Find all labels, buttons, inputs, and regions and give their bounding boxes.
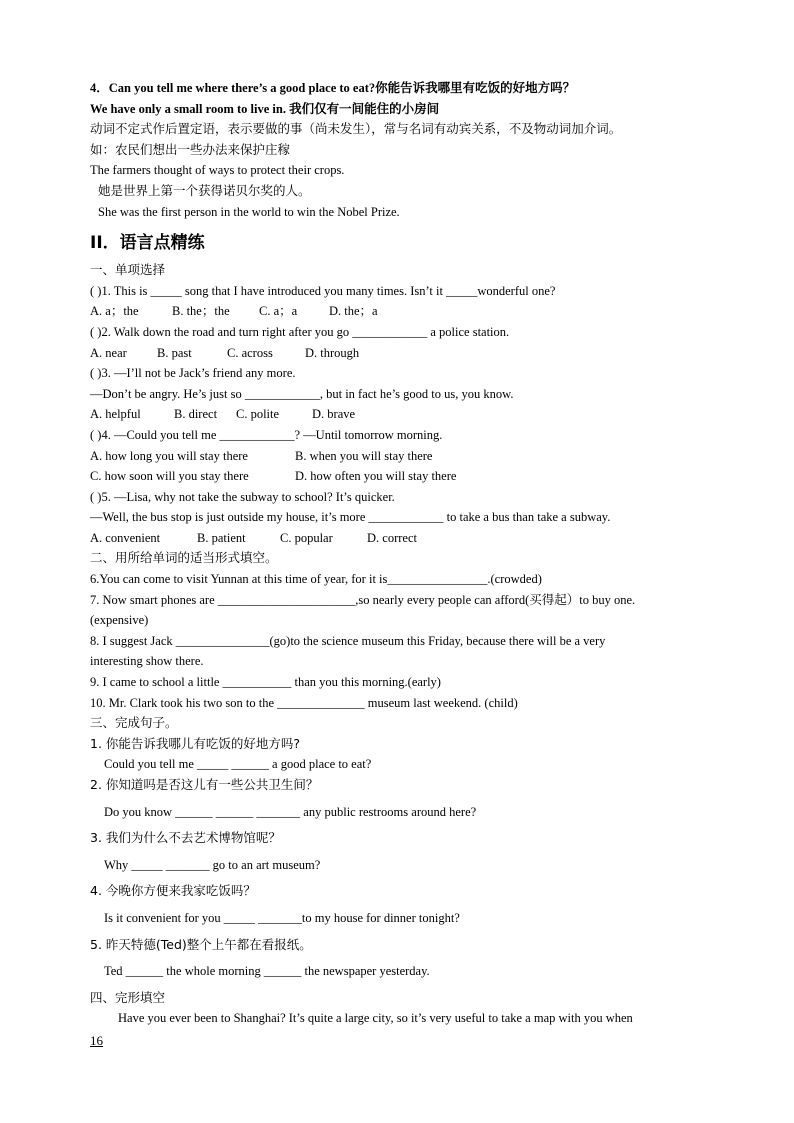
question-7-hint: (expensive) <box>90 613 149 628</box>
example-english-1: The farmers thought of ways to protect their crops. <box>90 163 345 178</box>
question-3-dialogue: —Don’t be angry. He’s just so ____________, but in fact he’s good to us, you know. <box>90 386 514 401</box>
example-english-2: She was the first person in the world to win the Nobel Prize. <box>98 204 400 219</box>
option-d: D. through <box>305 345 360 360</box>
option-d: D. brave <box>312 407 356 422</box>
sentence-2-chinese: 2. 你知道吗是否这儿有一些公共卫生间？ <box>90 777 319 792</box>
option-b: B. patient <box>197 530 246 545</box>
question-4-options-row1 <box>90 446 704 467</box>
intro-example-heading: 4．Can you tell me where there’s a good place to eat?你能告诉我哪里有吃饭的好地方吗？ <box>90 81 576 95</box>
part3-heading: 三、完成句子。 <box>90 715 178 731</box>
sentence-1-chinese: 1. 你能告诉我哪儿有吃饭的好地方吗? <box>90 735 301 751</box>
option-b: B. when you will stay there <box>295 448 433 463</box>
question-2: ( )2. Walk down the road and turn right after you go ____________ a police station. <box>90 324 510 339</box>
sentence-5-english: Ted ______ the whole morning ______ the newspaper yesterday. <box>104 964 430 979</box>
sentence-4-chinese: 4. 今晚你方便来我家吃饭吗？ <box>90 883 256 899</box>
example-chinese-2: 她是世界上第一个获得诺贝尔奖的人。 <box>98 182 311 198</box>
sentence-2-english: Do you know ______ ______ _______ any public restrooms around here? <box>104 804 477 819</box>
option-d: D. the；a <box>329 304 378 319</box>
option-d: D. correct <box>367 530 417 545</box>
question-8: 8. I suggest Jack _______________(go)to the science museum this Friday, because there will be a very <box>90 633 606 648</box>
option-c: C. polite <box>236 407 280 422</box>
option-b: B. direct <box>174 407 218 422</box>
question-4-options-row2 <box>90 466 704 487</box>
question-5-options <box>90 528 704 549</box>
option-c: C. across <box>227 345 273 360</box>
question-1: ( )1. This is _____ song that I have introduced you many times. Isn’t it _____wonderful one? <box>90 283 556 298</box>
part1-heading: 一、单项选择 <box>90 262 166 278</box>
option-a: A. a；the <box>90 304 139 319</box>
option-c: C. popular <box>280 530 333 545</box>
question-9: 9. I came to school a little ___________ than you this morning.(early) <box>90 675 441 690</box>
question-6: 6.You can come to visit Yunnan at this time of year, for it is________________.(crowded) <box>90 572 542 587</box>
option-b: B. past <box>157 345 192 360</box>
question-3-options <box>90 404 704 425</box>
question-5: ( )5. —Lisa, why not take the subway to school? It’s quicker. <box>90 489 395 504</box>
document-page <box>90 78 704 1029</box>
question-5-dialogue: —Well, the bus stop is just outside my house, it’s more ____________ to take a bus than take a subway. <box>90 510 611 525</box>
example-chinese-1: 如：农民们想出一些办法来保护庄稼 <box>90 141 291 157</box>
grammar-note: 动词不定式作后置定语，表示要做的事（尚未发生），常与名词有动宾关系，不及物动词加介词。 <box>90 121 622 137</box>
sentence-5-chinese: 5. 昨天特德(Ted)整个上午都在看报纸。 <box>90 936 312 952</box>
option-a: A. helpful <box>90 407 141 422</box>
part2-heading: 二、用所给单词的适当形式填空。 <box>90 550 278 566</box>
option-b: B. the；the <box>172 304 230 319</box>
option-a: A. near <box>90 345 127 360</box>
section-title: II．语言点精练 <box>90 233 205 254</box>
question-8-continued: interesting show there. <box>90 654 204 669</box>
option-d: D. how often you will stay there <box>295 469 457 484</box>
question-1-options <box>90 301 704 322</box>
question-10: 10. Mr. Clark took his two son to the ______________ museum last weekend. (child) <box>90 695 518 710</box>
question-2-options <box>90 343 704 364</box>
option-c: C. a；a <box>259 304 298 319</box>
question-3: ( )3. —I’ll not be Jack’s friend any more. <box>90 366 296 381</box>
question-4: ( )4. —Could you tell me ____________? —Until tomorrow morning. <box>90 427 443 442</box>
page-number: 16 <box>90 1033 103 1048</box>
sentence-1-english: Could you tell me _____ ______ a good place to eat? <box>104 757 372 772</box>
option-a: A. convenient <box>90 530 161 545</box>
question-7: 7. Now smart phones are ______________________,so nearly every people can afford(买得起）to buy one. <box>90 592 636 607</box>
sentence-3-chinese: 3. 我们为什么不去艺术博物馆呢？ <box>90 830 281 846</box>
part4-heading: 四、完形填空 <box>90 989 166 1005</box>
sentence-3-english: Why _____ _______ go to an art museum? <box>104 857 321 872</box>
option-a: A. how long you will stay there <box>90 448 248 463</box>
option-c: C. how soon will you stay there <box>90 469 249 484</box>
sentence-4-english: Is it convenient for you _____ _______to my house for dinner tonight? <box>104 910 460 925</box>
intro-example-sentence: We have only a small room to live in. 我们仅有一间能住的小房间 <box>90 101 440 116</box>
cloze-passage: Have you ever been to Shanghai? It’s quite a large city, so it’s very useful to take a map with you when <box>118 1011 633 1026</box>
